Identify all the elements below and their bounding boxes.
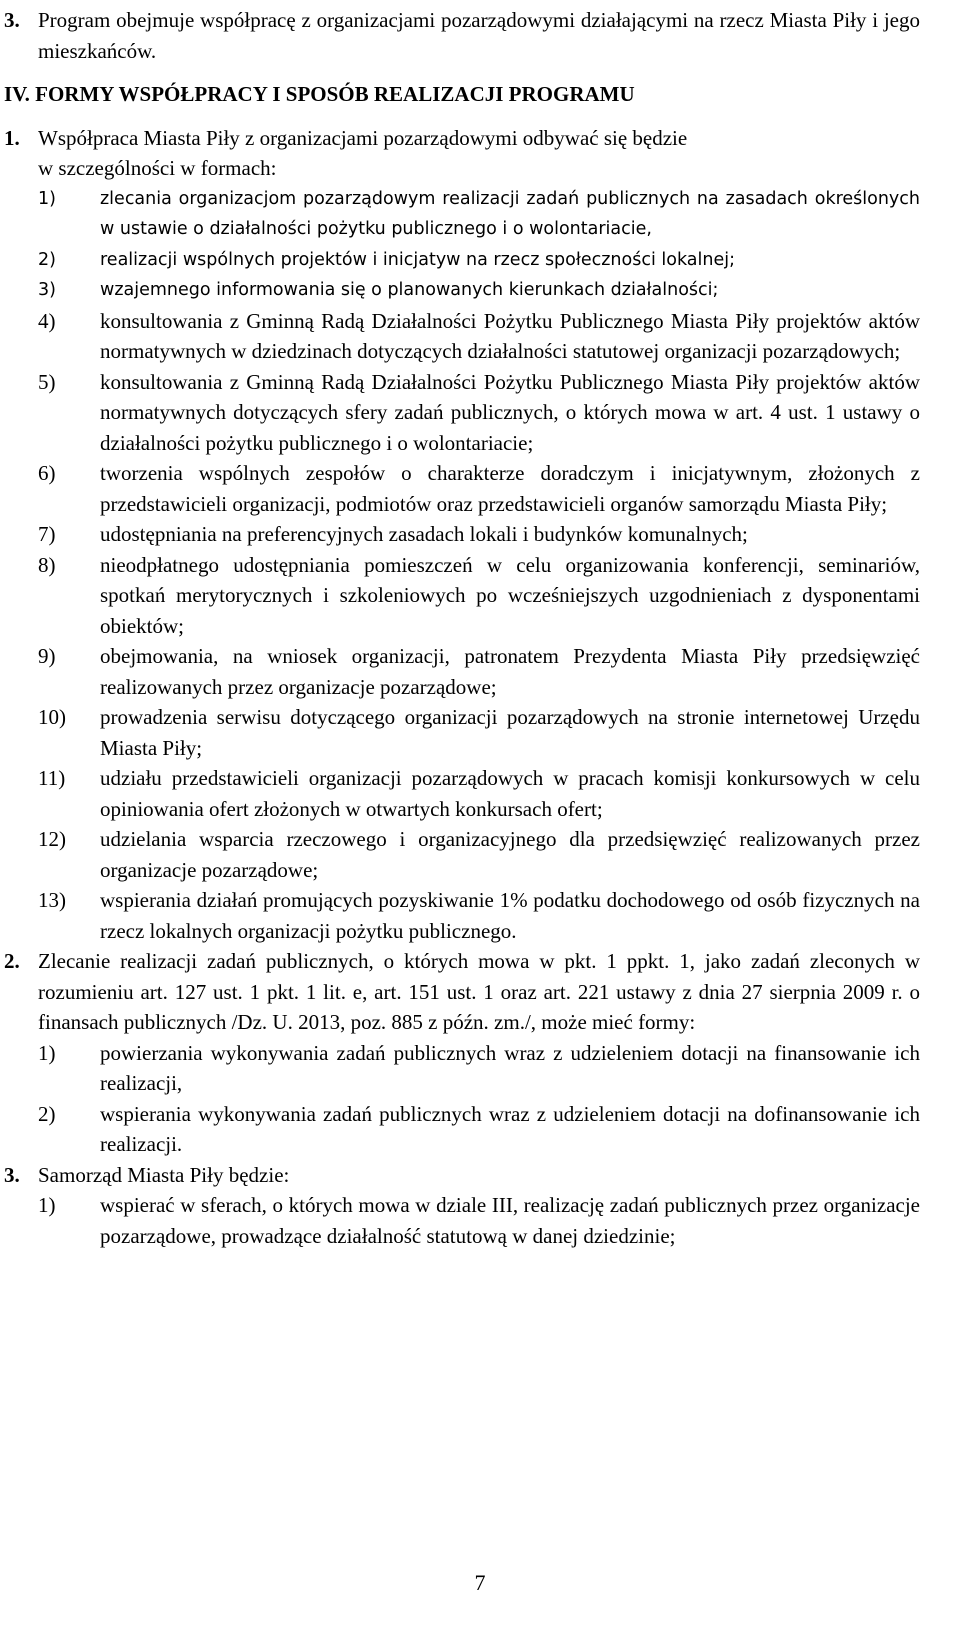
point-3-number: 3. <box>4 1162 20 1187</box>
list-item-number: 8) <box>38 552 56 577</box>
list-item-number: 2) <box>38 249 56 270</box>
list-item-text: konsultowania z Gminną Radą Działalności Pożytku Publicznego Miasta Piły projektów aktów normatywnych w dziedzinach dotyczących działalności statutowej organizacji pozarządowych; <box>100 308 920 363</box>
list-item-text: tworzenia wspólnych zespołów o charakterze doradczym i inicjatywnym, złożonych z przedstawicieli organizacji, podmiotów oraz przedstawicieli organów samorządu Miasta Piły; <box>100 461 920 516</box>
list-item-text: zlecania organizacjom pozarządowym realizacji zadań publicznych na zasadach określonych w ustawie o działalności pożytku publicznego i o wolontariacie, <box>100 188 920 239</box>
list-item-text: wspierać w sferach, o których mowa w dziale III, realizację zadań publicznych przez organizacje pozarządowe, prowadzące działalność statutową w danej dziedzinie; <box>100 1193 920 1248</box>
point-1-number: 1. <box>4 125 20 150</box>
list-item-number: 1) <box>38 188 56 209</box>
point-1-lead-continuation: w szczególności w formach: <box>38 156 277 180</box>
list-item-text: wzajemnego informowania się o planowanych kierunkach działalności; <box>100 280 719 300</box>
list-item-number: 1) <box>38 1193 56 1217</box>
list-item-number: 12) <box>38 827 66 851</box>
list-item <box>38 367 920 459</box>
list-item-text: udostępniania na preferencyjnych zasadach lokali i budynków komunalnych; <box>100 522 748 546</box>
list-item-number: 3) <box>38 280 56 300</box>
intro-number: 3. <box>4 8 20 32</box>
list-item <box>38 824 920 885</box>
list-item <box>38 306 920 367</box>
point-3 <box>4 1160 920 1191</box>
list-item <box>38 1099 920 1160</box>
list-item <box>38 550 920 642</box>
list-item <box>38 245 920 276</box>
list-item-number: 2) <box>38 1101 56 1126</box>
list-item-text: realizacji wspólnych projektów i inicjatyw na rzecz społeczności lokalnej; <box>100 249 735 270</box>
list-item-number: 13) <box>38 888 66 912</box>
list-item-text: obejmowania, na wniosek organizacji, patronatem Prezydenta Miasta Piły przedsięwzięć realizowanych przez organizacje pozarządowe; <box>100 644 920 699</box>
list-item <box>38 275 920 306</box>
list-item-text: udziału przedstawicieli organizacji pozarządowych w pracach komisji konkursowych w celu opiniowania ofert złożonych w otwartych konkursach ofert; <box>100 766 920 821</box>
list-item-text: nieodpłatnego udostępniania pomieszczeń w celu organizowania konferencji, seminariów, spotkań merytorycznych i szkoleniowych po wcześniejszych uzgodnieniach z dysponentami obiektów; <box>100 552 920 638</box>
page-number: 7 <box>474 1570 486 1595</box>
list-item-number: 10) <box>38 705 66 729</box>
list-item-text: konsultowania z Gminną Radą Działalności Pożytku Publicznego Miasta Piły projektów aktów normatywnych dotyczących sfery zadań publicznych, o których mowa w art. 4 ust. 1 ustawy o działalności pożytku publicznego i o wolontariacie; <box>100 369 920 455</box>
point-3-list <box>4 1190 920 1251</box>
list-item <box>38 763 920 824</box>
list-item-text: wspierania wykonywania zadań publicznych wraz z udzieleniem dotacji na dofinansowanie ich realizacji. <box>100 1101 920 1156</box>
point-2-text: Zlecanie realizacji zadań publicznych, o których mowa w pkt. 1 ppkt. 1, jako zadań zleconych w rozumieniu art. 127 ust. 1 pkt. 1 lit. e, art. 151 ust. 1 oraz art. 221 ustawy z dnia 27 sierpnia 2009 r. o finansach publicznych /Dz. U. 2013, poz. 885 z późn. zm./, może mieć formy: <box>38 949 920 1034</box>
intro-paragraph <box>4 5 920 66</box>
list-item-number: 7) <box>38 522 56 546</box>
point-2-list <box>4 1038 920 1160</box>
list-item <box>38 885 920 946</box>
point-1 <box>4 123 920 154</box>
list-item <box>38 641 920 702</box>
list-item-number: 5) <box>38 369 56 394</box>
list-item <box>38 458 920 519</box>
list-item <box>38 702 920 763</box>
intro-text: Program obejmuje współpracę z organizacjami pozarządowymi działającymi na rzecz Miasta Piły i jego mieszkańców. <box>38 8 920 63</box>
list-item-text: udzielania wsparcia rzeczowego i organizacyjnego dla przedsięwzięć realizowanych przez organizacje pozarządowe; <box>100 827 920 882</box>
list-item-number: 11) <box>38 766 66 790</box>
point-2 <box>4 946 920 1038</box>
section-heading: IV. FORMY WSPÓŁPRACY I SPOSÓB REALIZACJI PROGRAMU <box>4 82 635 106</box>
point-2-number: 2. <box>4 949 20 973</box>
list-item-number: 6) <box>38 461 56 485</box>
list-item-number: 4) <box>38 308 56 333</box>
list-item-text: powierzania wykonywania zadań publicznych wraz z udzieleniem dotacji na finansowanie ich realizacji, <box>100 1040 920 1095</box>
list-item <box>38 184 920 245</box>
list-item-number: 1) <box>38 1040 56 1065</box>
list-item <box>38 1038 920 1099</box>
list-item-text: wspierania działań promujących pozyskiwanie 1% podatku dochodowego od osób fizycznych na rzecz lokalnych organizacji pożytku publicznego. <box>100 888 920 943</box>
point-3-text: Samorząd Miasta Piły będzie: <box>38 1162 290 1187</box>
list-item-text: prowadzenia serwisu dotyczącego organizacji pozarządowych na stronie internetowej Urzędu Miasta Piły; <box>100 705 920 760</box>
point-1-lead: Współpraca Miasta Piły z organizacjami pozarządowymi odbywać się będzie <box>38 125 688 150</box>
list-item <box>38 519 920 550</box>
list-item <box>38 1190 920 1251</box>
point-1-list <box>4 184 920 947</box>
list-item-number: 9) <box>38 644 56 668</box>
